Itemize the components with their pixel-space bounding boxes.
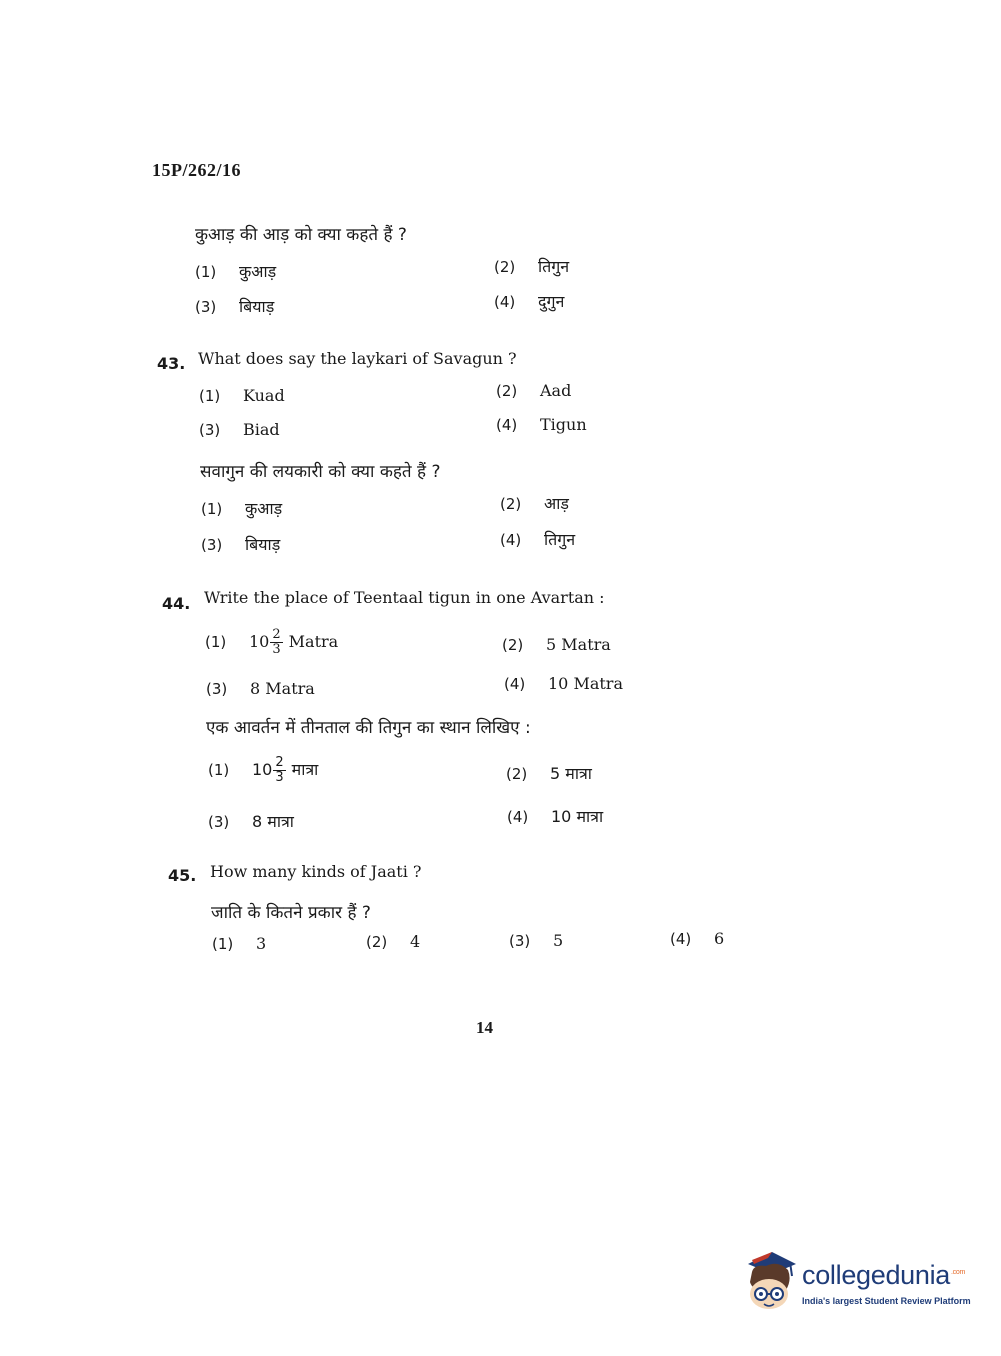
option-number: (3) (206, 680, 228, 698)
option-number: (1) (195, 263, 217, 281)
option-number: (1) (212, 935, 234, 953)
option-number: (3) (195, 298, 217, 316)
fraction-numerator: 2 (275, 755, 284, 770)
option-number: (1) (199, 387, 221, 405)
q42-option-4 (494, 290, 564, 312)
fraction-denominator: 3 (272, 642, 281, 657)
logo-name: collegedunia (802, 1260, 951, 1290)
option-number: (2) (500, 495, 522, 513)
option-text: 5 Matra (546, 635, 611, 654)
q42-option-1 (195, 260, 276, 282)
paper-code: 15P/262/16 (152, 160, 241, 180)
option-text: Biad (243, 420, 280, 439)
option-text: 5 मात्रा (550, 764, 592, 783)
q43-question-hindi: सवागुन की लयकारी को क्या कहते हैं ? (200, 462, 441, 482)
option-text: बियाड़ (239, 297, 275, 316)
option-number: (1) (201, 500, 223, 518)
q43-option-1 (199, 386, 285, 405)
q45-option-3 (509, 931, 563, 950)
option-number: (1) (208, 761, 230, 779)
option-text: Kuad (243, 386, 285, 405)
q44-option-1 (205, 628, 338, 657)
option-text: कुआड़ (239, 262, 277, 281)
option-text: तिगुन (538, 257, 570, 276)
collegedunia-logo (742, 1250, 972, 1314)
q45-question-hindi: जाति के कितने प्रकार हैं ? (211, 903, 371, 923)
fraction-numerator: 2 (272, 627, 281, 642)
fraction-denominator: 3 (275, 770, 284, 785)
option-text: 8 Matra (250, 679, 315, 698)
q44-number: 44. (162, 594, 191, 613)
q43-hindi-option-3 (201, 533, 280, 555)
logo-wordmark (802, 1260, 965, 1291)
option-text: दुगुन (538, 292, 565, 311)
option-text: 10 मात्रा (551, 807, 604, 826)
option-number: (4) (500, 531, 522, 549)
option-number: (3) (509, 932, 531, 950)
option-number: (2) (506, 765, 528, 783)
option-unit: Matra (288, 632, 339, 651)
q45-option-1 (212, 934, 266, 953)
q42-option-3 (195, 295, 274, 317)
q45-option-2 (366, 932, 420, 951)
option-text: 5 (553, 931, 564, 950)
q44-hindi-option-1 (208, 756, 318, 785)
page-number: 14 (476, 1018, 493, 1037)
option-text: Tigun (540, 415, 587, 434)
option-text: 3 (256, 934, 267, 953)
option-text: बियाड़ (245, 535, 281, 554)
q44-question-english: Write the place of Teentaal tigun in one Avartan : (204, 588, 605, 607)
logo-suffix: .com (951, 1269, 966, 1276)
q45-question-english: How many kinds of Jaati ? (210, 862, 422, 881)
option-whole: 10 (249, 632, 270, 651)
q43-hindi-option-2 (500, 492, 569, 514)
q43-option-3 (199, 420, 280, 439)
option-number: (4) (507, 808, 529, 826)
option-number: (4) (504, 675, 526, 693)
option-number: (2) (494, 258, 516, 276)
mascot-icon (742, 1250, 802, 1314)
option-number: (2) (496, 382, 518, 400)
option-text: तिगुन (544, 530, 576, 549)
option-number: (3) (201, 536, 223, 554)
option-unit: मात्रा (291, 760, 319, 779)
q42-question-hindi: कुआड़ की आड़ को क्या कहते हैं ? (195, 225, 407, 245)
q43-hindi-option-4 (500, 528, 575, 550)
q44-option-4 (504, 674, 623, 693)
q43-number: 43. (157, 354, 186, 373)
option-number: (4) (496, 416, 518, 434)
fraction (273, 756, 285, 785)
option-text: आड़ (544, 494, 569, 513)
option-number: (1) (205, 633, 227, 651)
option-text: Aad (540, 381, 572, 400)
q43-option-4 (496, 415, 587, 434)
q43-hindi-option-1 (201, 497, 282, 519)
fraction (270, 628, 282, 657)
option-text: 6 (714, 929, 725, 948)
q44-hindi-option-2 (506, 762, 592, 784)
q43-option-2 (496, 381, 571, 400)
option-number: (3) (199, 421, 221, 439)
option-number: (3) (208, 813, 230, 831)
q44-option-3 (206, 679, 315, 698)
q45-option-4 (670, 929, 724, 948)
q42-option-2 (494, 255, 569, 277)
q44-option-2 (502, 635, 611, 654)
option-number: (4) (494, 293, 516, 311)
option-text: कुआड़ (245, 499, 283, 518)
option-number: (4) (670, 930, 692, 948)
q44-hindi-option-3 (208, 810, 294, 832)
option-text: 4 (410, 932, 421, 951)
option-whole: 10 (252, 760, 273, 779)
option-text: 8 मात्रा (252, 812, 294, 831)
option-text: 10 Matra (548, 674, 623, 693)
q44-question-hindi: एक आवर्तन में तीनताल की तिगुन का स्थान लिखिए : (206, 718, 531, 738)
q43-question-english: What does say the laykari of Savagun ? (198, 349, 517, 368)
option-number: (2) (502, 636, 524, 654)
logo-tagline: India's largest Student Review Platform (802, 1296, 971, 1306)
option-number: (2) (366, 933, 388, 951)
q45-number: 45. (168, 866, 197, 885)
q44-hindi-option-4 (507, 805, 603, 827)
